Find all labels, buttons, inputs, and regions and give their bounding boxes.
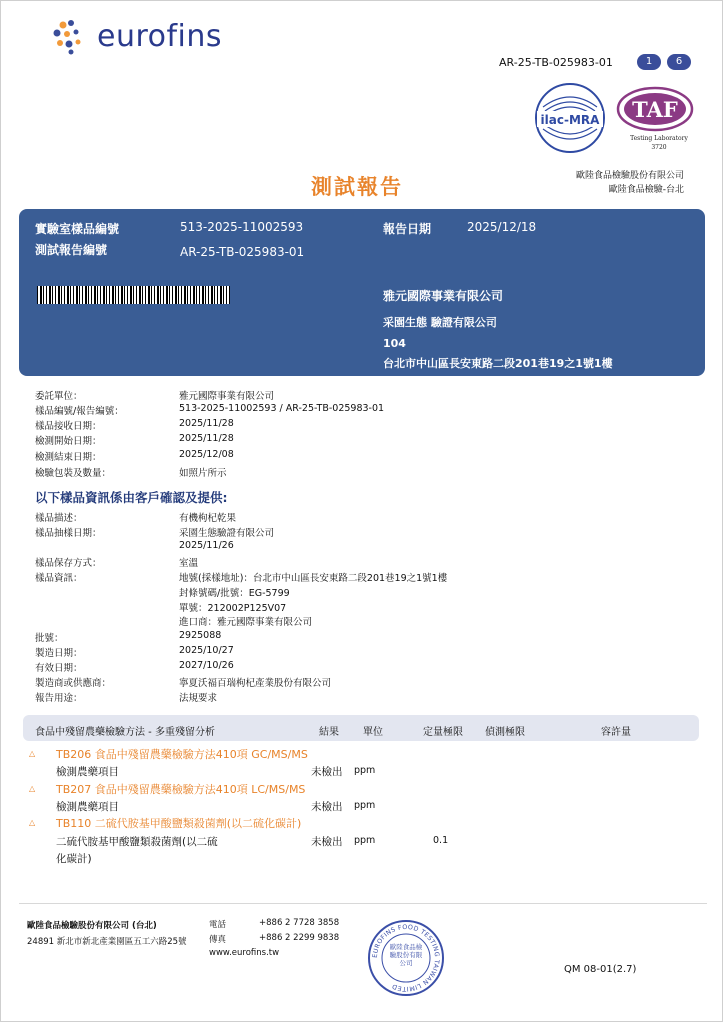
col-method: 食品中殘留農藥檢驗方法 - 多重殘留分析 xyxy=(35,727,215,738)
report-date-label: 報告日期 xyxy=(383,222,432,236)
footer-company: 歐陸食品檢驗股份有限公司 (台北) xyxy=(27,921,157,931)
info-key: 檢測開始日期： xyxy=(35,436,102,447)
triangle-icon: △ xyxy=(29,784,36,793)
sample-info-line4: 進口商：雅元國際事業有限公司 xyxy=(179,617,313,628)
test-item: 檢測農藥項目 xyxy=(56,766,119,778)
tel-number: +886 2 7728 3858 xyxy=(259,918,340,928)
taf-sub-line1: Testing Laboratory xyxy=(630,135,688,142)
client-zip: 104 xyxy=(383,337,406,350)
lab-sample-no: 513-2025-11002593 xyxy=(180,220,304,234)
info-key: 樣品接收日期： xyxy=(35,421,102,432)
footer-divider xyxy=(19,903,707,904)
info-key: 樣品編號/報告編號： xyxy=(35,406,124,417)
test-item-cont: 化碳計) xyxy=(56,853,92,865)
sample-info-line3: 單號：212002P125V07 xyxy=(179,603,287,614)
sampling-value: 采園生態驗證有限公司 xyxy=(179,528,275,539)
taf-sub-line2: 3720 xyxy=(651,144,667,151)
test-result: 未檢出 xyxy=(311,766,343,778)
test-item: 二硫代胺基甲酸鹽類殺菌劑(以二硫 xyxy=(56,836,218,848)
batch-key: 批號： xyxy=(35,633,64,644)
logo-wordmark: eurofins xyxy=(97,19,223,54)
method-name: TB206 食品中殘留農藥檢驗方法410項 GC/MS/MS xyxy=(56,748,308,761)
client-name: 雅元國際事業有限公司 xyxy=(383,289,504,303)
info-value: 雅元國際事業有限公司 xyxy=(179,391,275,402)
page-total: 6 xyxy=(667,54,691,70)
footer-address: 24891 新北市新北產業園區五工六路25號 xyxy=(27,937,187,947)
info-value: 如照片所示 xyxy=(179,468,227,479)
info-value: 2025/12/08 xyxy=(179,449,234,460)
taf-logo-icon xyxy=(615,85,695,135)
method-name: TB207 食品中殘留農藥檢驗方法410項 LC/MS/MS xyxy=(56,783,306,796)
exp-value: 2027/10/26 xyxy=(179,660,234,671)
info-row xyxy=(35,465,675,479)
triangle-icon: △ xyxy=(29,818,36,827)
desc-key: 樣品描述： xyxy=(35,513,83,524)
info-row xyxy=(35,388,675,402)
issuer-branch: 歐陸食品檢驗-台北 xyxy=(608,185,684,195)
info-key: 委託單位： xyxy=(35,391,83,402)
lab-sample-no-label: 實驗室樣品編號 xyxy=(35,222,120,236)
col-unit: 單位 xyxy=(363,727,383,738)
company-seal-icon xyxy=(367,919,445,997)
maker-value: 寧夏沃福百瑞枸杞產業股份有限公司 xyxy=(179,678,332,689)
sampling-date: 2025/11/26 xyxy=(179,540,234,551)
test-unit: ppm xyxy=(354,835,376,846)
issuer-name: 歐陸食品檢驗股份有限公司 xyxy=(575,171,684,181)
form-code: QM 08-01(2.7) xyxy=(564,964,637,975)
report-date: 2025/12/18 xyxy=(467,220,537,234)
test-unit: ppm xyxy=(354,800,376,811)
batch-value: 2925088 xyxy=(179,630,222,641)
tel-label: 電話 xyxy=(209,920,227,930)
svg-text:ilac-MRA: ilac-MRA xyxy=(540,113,600,127)
sample-info-key: 樣品資訊： xyxy=(35,573,83,584)
purpose-key: 報告用途： xyxy=(35,693,83,704)
maker-key: 製造商或供應商： xyxy=(35,678,112,689)
ilac-mra-logo-icon xyxy=(533,81,607,155)
test-result: 未檢出 xyxy=(311,801,343,813)
page-current: 1 xyxy=(637,54,661,70)
info-row xyxy=(35,403,675,417)
page-indicator xyxy=(637,54,691,70)
purpose-value: 法規要求 xyxy=(179,693,218,704)
info-key: 檢驗包裝及數量： xyxy=(35,468,112,479)
issuer-block xyxy=(576,169,684,197)
eurofins-logo-icon xyxy=(49,17,99,57)
client-address: 台北市中山區長安東路二段201巷19之1號1樓 xyxy=(383,357,613,370)
fax-number: +886 2 2299 9838 xyxy=(259,933,340,943)
sample-info-line1: 地號(採樣地址)：台北市中山區長安東路二段201巷19之1號1樓 xyxy=(179,573,448,584)
test-item: 檢測農藥項目 xyxy=(56,801,119,813)
col-result: 結果 xyxy=(319,727,339,738)
website-link: www.eurofins.tw xyxy=(209,948,280,958)
test-result: 未檢出 xyxy=(311,836,343,848)
sample-info-line2: 封條號碼/批號：EG-5799 xyxy=(179,588,290,599)
exp-key: 有效日期： xyxy=(35,663,83,674)
info-value: 513-2025-11002593 / AR-25-TB-025983-01 xyxy=(179,403,385,414)
report-no-label: 測試報告編號 xyxy=(35,243,108,257)
info-row xyxy=(35,433,675,447)
report-no: AR-25-TB-025983-01 xyxy=(180,245,305,259)
sampling-key: 樣品抽樣日期： xyxy=(35,528,102,539)
col-tolerance: 容許量 xyxy=(601,727,631,738)
fax-label: 傳真 xyxy=(209,935,227,945)
info-row xyxy=(35,418,675,432)
results-table-header xyxy=(23,715,699,741)
desc-value: 有機枸杞乾果 xyxy=(179,513,237,524)
method-name: TB110 二硫代胺基甲酸鹽類殺菌劑(以二硫化碳計) xyxy=(56,817,302,830)
triangle-icon: △ xyxy=(29,749,36,758)
info-key: 檢測結束日期： xyxy=(35,452,102,463)
sample-barcode xyxy=(37,286,230,304)
col-loq: 定量極限 xyxy=(423,727,463,738)
taf-subtitle xyxy=(619,134,699,152)
info-value: 2025/11/28 xyxy=(179,433,234,444)
client-info-heading: 以下樣品資訊係由客戶確認及提供: xyxy=(35,490,228,505)
info-row xyxy=(35,449,675,463)
svg-text:TAF: TAF xyxy=(632,97,678,122)
storage-value: 室溫 xyxy=(179,558,199,569)
client-contact: 采園生態 驗證有限公司 xyxy=(383,316,497,329)
svg-text:EUROFINS FOOD TESTING TAIWAN L: EUROFINS FOOD TESTING TAIWAN LIMITED xyxy=(371,923,441,993)
report-id-top: AR-25-TB-025983-01 xyxy=(499,56,613,69)
info-value: 2025/11/28 xyxy=(179,418,234,429)
test-loq: 0.1 xyxy=(433,835,449,846)
col-lod: 偵測極限 xyxy=(485,727,525,738)
mfg-key: 製造日期： xyxy=(35,648,83,659)
summary-box xyxy=(19,209,705,376)
report-title: 測試報告 xyxy=(311,175,403,199)
seal-center-text: 歐陸食品檢驗股份有限公司 xyxy=(389,943,423,967)
test-unit: ppm xyxy=(354,765,376,776)
mfg-value: 2025/10/27 xyxy=(179,645,234,656)
storage-key: 樣品保存方式： xyxy=(35,558,102,569)
